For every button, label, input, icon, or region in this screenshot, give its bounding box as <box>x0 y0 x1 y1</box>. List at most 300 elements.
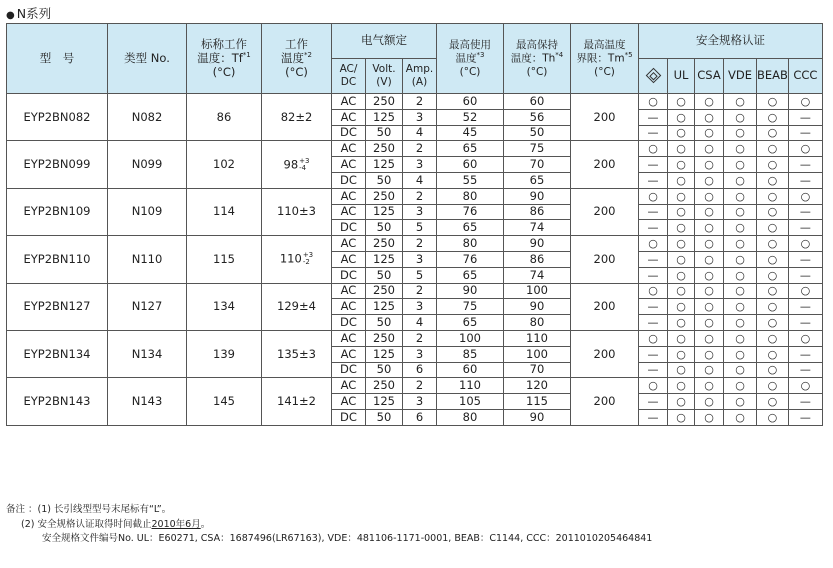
acdc-cell: DC <box>332 409 366 425</box>
volt-cell: 50 <box>366 409 403 425</box>
work-temp-cell: 110±3 <box>262 188 332 235</box>
rated-temp-cell: 86 <box>187 94 262 141</box>
acdc-cell: AC <box>332 378 366 394</box>
max-use-temp-cell: 65 <box>437 141 504 157</box>
work-temp-cell <box>262 236 332 283</box>
header-rated-temp: 标称工作 温度：Tf$^{*1}$ (°C) <box>187 24 262 94</box>
type-cell: N127 <box>108 283 187 330</box>
cert-cell: ○ <box>724 315 757 331</box>
header-cert-ccc: CCC <box>788 59 822 94</box>
volt-cell: 125 <box>366 299 403 315</box>
cert-cell: ○ <box>757 109 789 125</box>
table-row <box>7 94 823 110</box>
cert-cell: ○ <box>788 94 822 110</box>
work-temp-cell: 135±3 <box>262 330 332 377</box>
header-cert-beab: BEAB <box>757 59 789 94</box>
table-row <box>7 141 823 157</box>
cert-cell: — <box>788 315 822 331</box>
cert-cell: ○ <box>757 125 789 141</box>
volt-cell: 50 <box>366 267 403 283</box>
cert-cell: — <box>788 409 822 425</box>
cert-cell: — <box>639 220 668 236</box>
cert-cell: — <box>788 346 822 362</box>
cert-cell: ○ <box>695 346 724 362</box>
cert-cell: ○ <box>668 346 695 362</box>
header-electric-rating: 电气额定 <box>332 24 437 59</box>
max-use-temp-cell: 52 <box>437 109 504 125</box>
max-use-temp-cell: 65 <box>437 220 504 236</box>
cert-cell: — <box>639 346 668 362</box>
max-use-temp-cell: 80 <box>437 188 504 204</box>
cert-cell: — <box>788 362 822 378</box>
acdc-cell: DC <box>332 315 366 331</box>
work-temp-tolerance: +3 -2 <box>302 251 314 267</box>
model-cell: EYP2BN110 <box>7 236 108 283</box>
table-row <box>7 378 823 394</box>
cert-cell: ○ <box>788 188 822 204</box>
cert-cell: ○ <box>724 346 757 362</box>
acdc-cell: DC <box>332 172 366 188</box>
max-use-temp-cell: 75 <box>437 299 504 315</box>
type-cell: N110 <box>108 236 187 283</box>
cert-cell: ○ <box>724 94 757 110</box>
cert-cell: ○ <box>757 299 789 315</box>
cert-cell: — <box>788 267 822 283</box>
cert-cell: ○ <box>695 251 724 267</box>
max-use-temp-cell: 105 <box>437 394 504 410</box>
amp-cell: 2 <box>403 283 437 299</box>
work-temp-cell: 129±4 <box>262 283 332 330</box>
cert-cell: ○ <box>757 409 789 425</box>
max-use-temp-cell: 80 <box>437 409 504 425</box>
cert-cell: ○ <box>757 394 789 410</box>
volt-cell: 50 <box>366 315 403 331</box>
acdc-cell: AC <box>332 299 366 315</box>
model-cell: EYP2BN143 <box>7 378 108 425</box>
volt-cell: 50 <box>366 125 403 141</box>
cert-cell: ○ <box>724 394 757 410</box>
cert-cell: ○ <box>639 141 668 157</box>
header-amp: Amp. (A) <box>403 59 437 94</box>
cert-cell: ○ <box>724 204 757 220</box>
volt-cell: 50 <box>366 172 403 188</box>
note-2: (2) 安全规格认证取得时间截止2010年6月。 <box>21 518 211 530</box>
max-use-temp-cell: 76 <box>437 204 504 220</box>
amp-cell: 3 <box>403 204 437 220</box>
cert-cell: ○ <box>639 94 668 110</box>
max-use-temp-cell: 60 <box>437 94 504 110</box>
header-cert-ul: UL <box>668 59 695 94</box>
model-cell: EYP2BN134 <box>7 330 108 377</box>
cert-cell: ○ <box>695 299 724 315</box>
max-hold-temp-cell: 90 <box>504 236 571 252</box>
cert-cell: — <box>639 109 668 125</box>
amp-cell: 3 <box>403 394 437 410</box>
acdc-cell: DC <box>332 267 366 283</box>
max-hold-temp-cell: 100 <box>504 283 571 299</box>
max-hold-temp-cell: 74 <box>504 220 571 236</box>
cert-cell: ○ <box>668 236 695 252</box>
rated-temp-cell: 114 <box>187 188 262 235</box>
cert-cell: ○ <box>724 220 757 236</box>
cert-cell: ○ <box>757 94 789 110</box>
limit-temp-cell: 200 <box>571 330 639 377</box>
cert-cell: — <box>788 125 822 141</box>
cert-cell: ○ <box>788 141 822 157</box>
max-use-temp-cell: 60 <box>437 362 504 378</box>
cert-cell: ○ <box>695 157 724 173</box>
model-cell: EYP2BN109 <box>7 188 108 235</box>
volt-cell: 125 <box>366 109 403 125</box>
cert-cell: ○ <box>668 315 695 331</box>
cert-cell: ○ <box>668 125 695 141</box>
cert-cell: ○ <box>757 157 789 173</box>
cert-cell: ○ <box>695 267 724 283</box>
limit-temp-cell: 200 <box>571 141 639 188</box>
volt-cell: 250 <box>366 188 403 204</box>
rated-temp-cell: 139 <box>187 330 262 377</box>
max-hold-temp-cell: 75 <box>504 141 571 157</box>
cert-cell: ○ <box>695 283 724 299</box>
acdc-cell: AC <box>332 346 366 362</box>
series-title <box>6 4 51 22</box>
cert-cell: ○ <box>695 378 724 394</box>
cert-cell: ○ <box>639 283 668 299</box>
cert-cell: — <box>639 267 668 283</box>
volt-cell: 125 <box>366 346 403 362</box>
cert-cell: ○ <box>639 236 668 252</box>
cert-cell: — <box>639 204 668 220</box>
cert-cell: ○ <box>668 394 695 410</box>
cert-cell: — <box>639 394 668 410</box>
cert-cell: — <box>639 172 668 188</box>
cert-cell: — <box>788 172 822 188</box>
amp-cell: 2 <box>403 378 437 394</box>
table-row <box>7 330 823 346</box>
cert-cell: ○ <box>724 267 757 283</box>
series-title-text: N系列 <box>16 6 52 21</box>
max-use-temp-cell: 90 <box>437 283 504 299</box>
cert-cell: ○ <box>724 172 757 188</box>
acdc-cell: AC <box>332 236 366 252</box>
max-hold-temp-cell: 86 <box>504 251 571 267</box>
model-cell: EYP2BN082 <box>7 94 108 141</box>
cert-cell: ○ <box>668 157 695 173</box>
max-use-temp-cell: 85 <box>437 346 504 362</box>
acdc-cell: AC <box>332 330 366 346</box>
header-max-use-temp: 最高使用 温度$^{*3}$ (°C) <box>437 24 504 94</box>
max-hold-temp-cell: 90 <box>504 299 571 315</box>
amp-cell: 2 <box>403 330 437 346</box>
cert-cell: ○ <box>668 220 695 236</box>
cert-cell: ○ <box>695 204 724 220</box>
amp-cell: 3 <box>403 157 437 173</box>
cert-cell: ○ <box>788 330 822 346</box>
note-3: 安全规格文件编号No. UL：E60271, CSA：1687496(LR67163), VDE：481106-1171-0001, BEAB：C1144, CCC：2011010205464841 <box>42 533 653 544</box>
volt-cell: 125 <box>366 157 403 173</box>
cert-cell: ○ <box>639 378 668 394</box>
cert-cell: — <box>788 220 822 236</box>
cert-cell: ○ <box>724 188 757 204</box>
volt-cell: 50 <box>366 362 403 378</box>
max-use-temp-cell: 100 <box>437 330 504 346</box>
work-temp-value: 110 <box>279 251 302 266</box>
table-row <box>7 188 823 204</box>
cert-cell: ○ <box>724 362 757 378</box>
cert-cell: ○ <box>695 94 724 110</box>
max-hold-temp-cell: 115 <box>504 394 571 410</box>
volt-cell: 250 <box>366 283 403 299</box>
volt-cell: 125 <box>366 204 403 220</box>
header-limit-temp: 最高温度 界限：Tm$^{*5}$ (°C) <box>571 24 639 94</box>
cert-cell: ○ <box>724 283 757 299</box>
type-cell: N143 <box>108 378 187 425</box>
cert-cell: ○ <box>724 236 757 252</box>
max-use-temp-cell: 76 <box>437 251 504 267</box>
max-hold-temp-cell: 90 <box>504 188 571 204</box>
limit-temp-cell: 200 <box>571 283 639 330</box>
max-use-temp-cell: 80 <box>437 236 504 252</box>
cert-cell: — <box>639 409 668 425</box>
cert-cell: ○ <box>724 330 757 346</box>
volt-cell: 250 <box>366 141 403 157</box>
amp-cell: 2 <box>403 94 437 110</box>
note-1: 备注 ：(1) 长引线型型号末尾标有“L”。 <box>6 504 172 515</box>
work-temp-value: 98 <box>283 157 299 172</box>
type-cell: N134 <box>108 330 187 377</box>
work-temp-tolerance: +3 -4 <box>299 156 310 172</box>
cert-cell: ○ <box>639 188 668 204</box>
volt-cell: 250 <box>366 236 403 252</box>
acdc-cell: DC <box>332 362 366 378</box>
header-cert-vde: VDE <box>724 59 757 94</box>
cert-cell: ○ <box>639 330 668 346</box>
amp-cell: 3 <box>403 251 437 267</box>
cert-cell: ○ <box>724 157 757 173</box>
cert-cell: ○ <box>668 299 695 315</box>
cert-cell: — <box>788 109 822 125</box>
max-hold-temp-cell: 60 <box>504 94 571 110</box>
cert-cell: ○ <box>668 283 695 299</box>
cert-cell: — <box>639 299 668 315</box>
cert-cell: ○ <box>757 251 789 267</box>
cert-cell: ○ <box>788 283 822 299</box>
acdc-cell: DC <box>332 125 366 141</box>
acdc-cell: AC <box>332 394 366 410</box>
max-hold-temp-cell: 65 <box>504 172 571 188</box>
cert-cell: ○ <box>757 188 789 204</box>
cert-cell: — <box>639 251 668 267</box>
max-hold-temp-cell: 50 <box>504 125 571 141</box>
volt-cell: 250 <box>366 94 403 110</box>
amp-cell: 5 <box>403 220 437 236</box>
rated-temp-cell: 145 <box>187 378 262 425</box>
cert-cell: — <box>639 362 668 378</box>
cert-cell: ○ <box>668 204 695 220</box>
cert-cell: ○ <box>724 125 757 141</box>
cert-cell: ○ <box>695 109 724 125</box>
max-use-temp-cell: 60 <box>437 157 504 173</box>
cert-cell: ○ <box>695 220 724 236</box>
rated-temp-cell: 102 <box>187 141 262 188</box>
cert-cell: ○ <box>668 267 695 283</box>
type-cell: N109 <box>108 188 187 235</box>
volt-cell: 125 <box>366 394 403 410</box>
max-hold-temp-cell: 86 <box>504 204 571 220</box>
cert-cell: ○ <box>757 315 789 331</box>
max-hold-temp-cell: 70 <box>504 362 571 378</box>
amp-cell: 3 <box>403 346 437 362</box>
type-cell: N082 <box>108 94 187 141</box>
cert-cell: ○ <box>757 283 789 299</box>
cert-cell: ○ <box>724 141 757 157</box>
cert-cell: ○ <box>668 378 695 394</box>
cert-cell: ○ <box>724 109 757 125</box>
cert-cell: ○ <box>695 141 724 157</box>
cert-cell: ○ <box>695 409 724 425</box>
acdc-cell: AC <box>332 283 366 299</box>
cert-cell: ○ <box>724 409 757 425</box>
limit-temp-cell: 200 <box>571 188 639 235</box>
header-type: 类型 No. <box>108 24 187 94</box>
acdc-cell: AC <box>332 94 366 110</box>
amp-cell: 4 <box>403 172 437 188</box>
cert-cell: ○ <box>788 378 822 394</box>
amp-cell: 2 <box>403 188 437 204</box>
rated-temp-cell: 134 <box>187 283 262 330</box>
amp-cell: 4 <box>403 315 437 331</box>
max-use-temp-cell: 65 <box>437 267 504 283</box>
cert-cell: ○ <box>757 141 789 157</box>
header-work-temp: 工作 温度$^{*2}$ (°C) <box>262 24 332 94</box>
cert-cell: — <box>639 315 668 331</box>
volt-cell: 250 <box>366 330 403 346</box>
max-hold-temp-cell: 110 <box>504 330 571 346</box>
work-temp-cell: 82±2 <box>262 94 332 141</box>
cert-cell: — <box>788 204 822 220</box>
bullet-icon: ● <box>6 10 15 21</box>
amp-cell: 3 <box>403 299 437 315</box>
cert-cell: ○ <box>668 141 695 157</box>
cert-cell: ○ <box>757 220 789 236</box>
header-cert-csa: CSA <box>695 59 724 94</box>
acdc-cell: AC <box>332 109 366 125</box>
cert-cell: ○ <box>788 236 822 252</box>
volt-cell: 50 <box>366 220 403 236</box>
cert-cell: ○ <box>757 378 789 394</box>
acdc-cell: AC <box>332 141 366 157</box>
cert-cell: ○ <box>757 362 789 378</box>
max-hold-temp-cell: 120 <box>504 378 571 394</box>
type-cell: N099 <box>108 141 187 188</box>
model-cell: EYP2BN127 <box>7 283 108 330</box>
max-hold-temp-cell: 56 <box>504 109 571 125</box>
model-cell: EYP2BN099 <box>7 141 108 188</box>
amp-cell: 6 <box>403 362 437 378</box>
cert-cell: ○ <box>757 346 789 362</box>
cert-cell: ○ <box>668 409 695 425</box>
cert-cell: ○ <box>695 172 724 188</box>
cert-cell: ○ <box>757 267 789 283</box>
amp-cell: 2 <box>403 141 437 157</box>
cert-cell: ○ <box>695 236 724 252</box>
acdc-cell: AC <box>332 204 366 220</box>
cert-cell: ○ <box>757 172 789 188</box>
max-hold-temp-cell: 90 <box>504 409 571 425</box>
volt-cell: 250 <box>366 378 403 394</box>
amp-cell: 3 <box>403 109 437 125</box>
cert-cell: ○ <box>668 109 695 125</box>
limit-temp-cell: 200 <box>571 94 639 141</box>
rated-temp-cell: 115 <box>187 236 262 283</box>
acdc-cell: AC <box>332 188 366 204</box>
work-temp-cell: 141±2 <box>262 378 332 425</box>
header-acdc: AC/ DC <box>332 59 366 94</box>
cert-cell: ○ <box>668 330 695 346</box>
max-use-temp-cell: 110 <box>437 378 504 394</box>
pse-mark-icon <box>639 59 668 94</box>
cert-cell: ○ <box>724 378 757 394</box>
limit-temp-cell: 200 <box>571 236 639 283</box>
acdc-cell: DC <box>332 220 366 236</box>
header-volt: Volt. (V) <box>366 59 403 94</box>
max-hold-temp-cell: 74 <box>504 267 571 283</box>
cert-cell: ○ <box>757 236 789 252</box>
cert-cell: ○ <box>695 330 724 346</box>
cert-cell: ○ <box>668 188 695 204</box>
cert-cell: ○ <box>668 94 695 110</box>
table-row <box>7 283 823 299</box>
cert-cell: — <box>788 251 822 267</box>
max-use-temp-cell: 55 <box>437 172 504 188</box>
table-row <box>7 236 823 252</box>
cert-cell: — <box>788 157 822 173</box>
acdc-cell: AC <box>332 157 366 173</box>
header-model: 型 号 <box>7 24 108 94</box>
limit-temp-cell: 200 <box>571 378 639 425</box>
cert-cell: ○ <box>757 330 789 346</box>
cert-cell: ○ <box>695 315 724 331</box>
max-use-temp-cell: 45 <box>437 125 504 141</box>
cert-cell: ○ <box>724 251 757 267</box>
cert-cell: — <box>639 125 668 141</box>
acdc-cell: AC <box>332 251 366 267</box>
volt-cell: 125 <box>366 251 403 267</box>
notes <box>6 503 652 547</box>
max-hold-temp-cell: 100 <box>504 346 571 362</box>
header-safety-cert: 安全规格认证 <box>639 24 823 59</box>
cert-cell: ○ <box>695 188 724 204</box>
amp-cell: 2 <box>403 236 437 252</box>
work-temp-cell <box>262 141 332 188</box>
max-use-temp-cell: 65 <box>437 315 504 331</box>
amp-cell: 5 <box>403 267 437 283</box>
cert-cell: — <box>788 299 822 315</box>
spec-table <box>6 23 823 426</box>
max-hold-temp-cell: 70 <box>504 157 571 173</box>
amp-cell: 4 <box>403 125 437 141</box>
cert-cell: ○ <box>668 172 695 188</box>
max-hold-temp-cell: 80 <box>504 315 571 331</box>
amp-cell: 6 <box>403 409 437 425</box>
cert-cell: — <box>639 157 668 173</box>
cert-cell: ○ <box>695 125 724 141</box>
cert-cell: ○ <box>724 299 757 315</box>
cert-cell: ○ <box>695 362 724 378</box>
header-max-hold-temp: 最高保持 温度：Th$^{*4}$ (°C) <box>504 24 571 94</box>
cert-cell: ○ <box>668 362 695 378</box>
cert-cell: ○ <box>757 204 789 220</box>
